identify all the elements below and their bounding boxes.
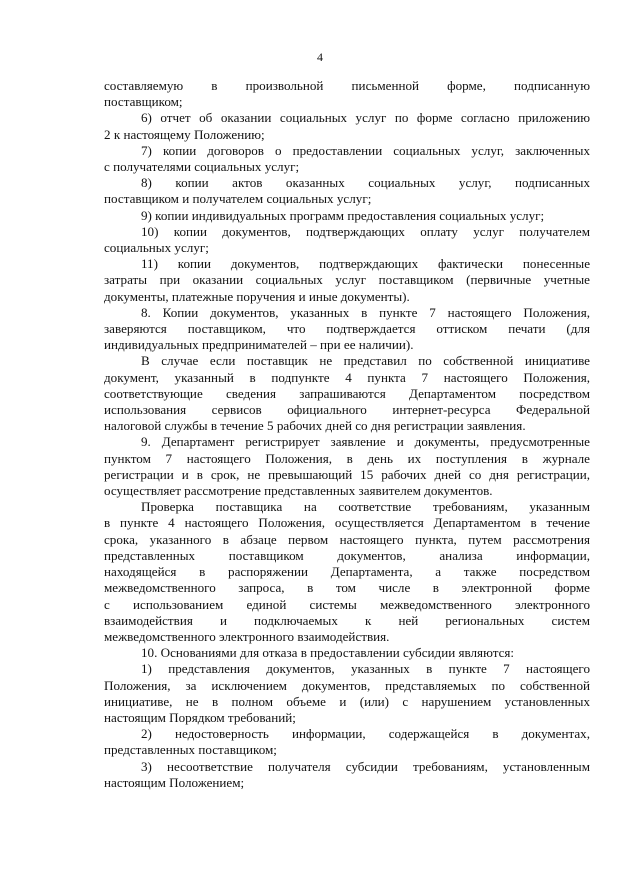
text-line: социальных услуг; xyxy=(104,240,209,256)
text-line: затраты при оказании социальных услуг поставщиком (первичные учетные xyxy=(104,272,590,288)
paragraph xyxy=(104,78,590,110)
text-line: с использованием единой системы межведомственного электронного xyxy=(104,596,590,612)
text-line: представленных поставщиком; xyxy=(104,742,277,758)
page-number: 4 xyxy=(317,50,323,64)
text-line: 2 к настоящему Положению; xyxy=(104,126,265,142)
text-line: 8) копии актов оказанных социальных услуг, подписанных xyxy=(141,175,590,191)
paragraph xyxy=(104,759,590,791)
text-line: 10) копии документов, подтверждающих оплату услуг получателем xyxy=(141,223,590,239)
document-body xyxy=(104,78,590,791)
text-line: заверяются поставщиком, что подтверждается оттиском печати (для xyxy=(104,321,590,337)
paragraph xyxy=(104,175,590,207)
text-line: взаимодействия и подключаемых к ней региональных систем xyxy=(104,612,590,628)
paragraph xyxy=(104,645,590,661)
text-line: 1) представления документов, указанных в пункте 7 настоящего xyxy=(141,661,590,677)
text-line: инициативе, не в полном объеме и (или) с нарушением установленных xyxy=(104,693,590,709)
text-line: налоговой службы в течение 5 рабочих дней со дня регистрации заявления. xyxy=(104,418,526,434)
text-line: настоящим Положением; xyxy=(104,774,245,790)
paragraph xyxy=(104,661,590,726)
text-line: соответствующие сведения запрашиваются Департаментом посредством xyxy=(104,385,590,401)
paragraph xyxy=(104,726,590,758)
paragraph xyxy=(104,256,590,305)
text-line: В случае если поставщик не представил по собственной инициативе xyxy=(141,353,590,369)
text-line: составляемую в произвольной письменной форме, подписанную xyxy=(104,78,590,93)
text-line: 10. Основаниями для отказа в предоставлении субсидии являются: xyxy=(141,645,515,661)
text-line: индивидуальных предпринимателей – при ее наличии). xyxy=(104,337,414,353)
text-line: использования сервисов официального интернет-ресурса Федеральной xyxy=(104,402,590,418)
text-line: межведомственного запроса, в том числе в электронной форме xyxy=(104,580,590,596)
text-line: находящейся в распоряжении Департамента, а также посредством xyxy=(104,564,590,580)
text-line: пунктом 7 настоящего Положения, в день их поступления в журнале xyxy=(104,450,590,466)
text-line: осуществляет рассмотрение представленных заявителем документов. xyxy=(104,483,493,499)
paragraph xyxy=(104,110,590,142)
text-line: с получателями социальных услуг; xyxy=(104,159,300,175)
text-line: 2) недостоверность информации, содержащейся в документах, xyxy=(141,726,590,742)
paragraph xyxy=(104,305,590,354)
text-line: межведомственного электронного взаимодействия. xyxy=(104,628,390,644)
text-line: настоящим Порядком требований; xyxy=(104,709,296,725)
text-line: представленных поставщиком документов, анализа информации, xyxy=(104,547,590,563)
text-line: 3) несоответствие получателя субсидии требованиям, установленным xyxy=(141,758,590,774)
text-line: срока, указанного в абзаце первом настоящего пункта, путем рассмотрения xyxy=(104,531,590,547)
paragraph xyxy=(104,208,590,224)
text-line: документ, указанный в подпункте 4 пункта 7 настоящего Положения, xyxy=(104,369,590,385)
paragraph xyxy=(104,434,590,499)
text-line: 9) копии индивидуальных программ предоставления социальных услуг; xyxy=(141,207,545,223)
text-line: 6) отчет об оказании социальных услуг по форме согласно приложению xyxy=(141,110,590,126)
text-line: 11) копии документов, подтверждающих фактически понесенные xyxy=(141,256,590,272)
text-line: 8. Копии документов, указанных в пункте 7 настоящего Положения, xyxy=(141,304,590,320)
text-line: 9. Департамент регистрирует заявление и документы, предусмотренные xyxy=(141,434,590,450)
text-line: Проверка поставщика на соответствие требованиям, указанным xyxy=(141,499,590,515)
text-line: документы, платежные поручения и иные документы). xyxy=(104,288,410,304)
text-line: 7) копии договоров о предоставлении социальных услуг, заключенных xyxy=(141,142,590,158)
text-line: Положения, за исключением документов, представляемых по собственной xyxy=(104,677,590,693)
text-line: поставщиком; xyxy=(104,94,183,110)
paragraph xyxy=(104,224,590,256)
paragraph xyxy=(104,499,590,645)
text-line: регистрации и в срок, не превышающий 15 рабочих дней со дня регистрации, xyxy=(104,466,590,482)
paragraph xyxy=(104,143,590,175)
text-line: в пункте 4 настоящего Положения, осуществляется Департаментом в течение xyxy=(104,515,590,531)
paragraph xyxy=(104,353,590,434)
text-line: поставщиком и получателем социальных услуг; xyxy=(104,191,372,207)
